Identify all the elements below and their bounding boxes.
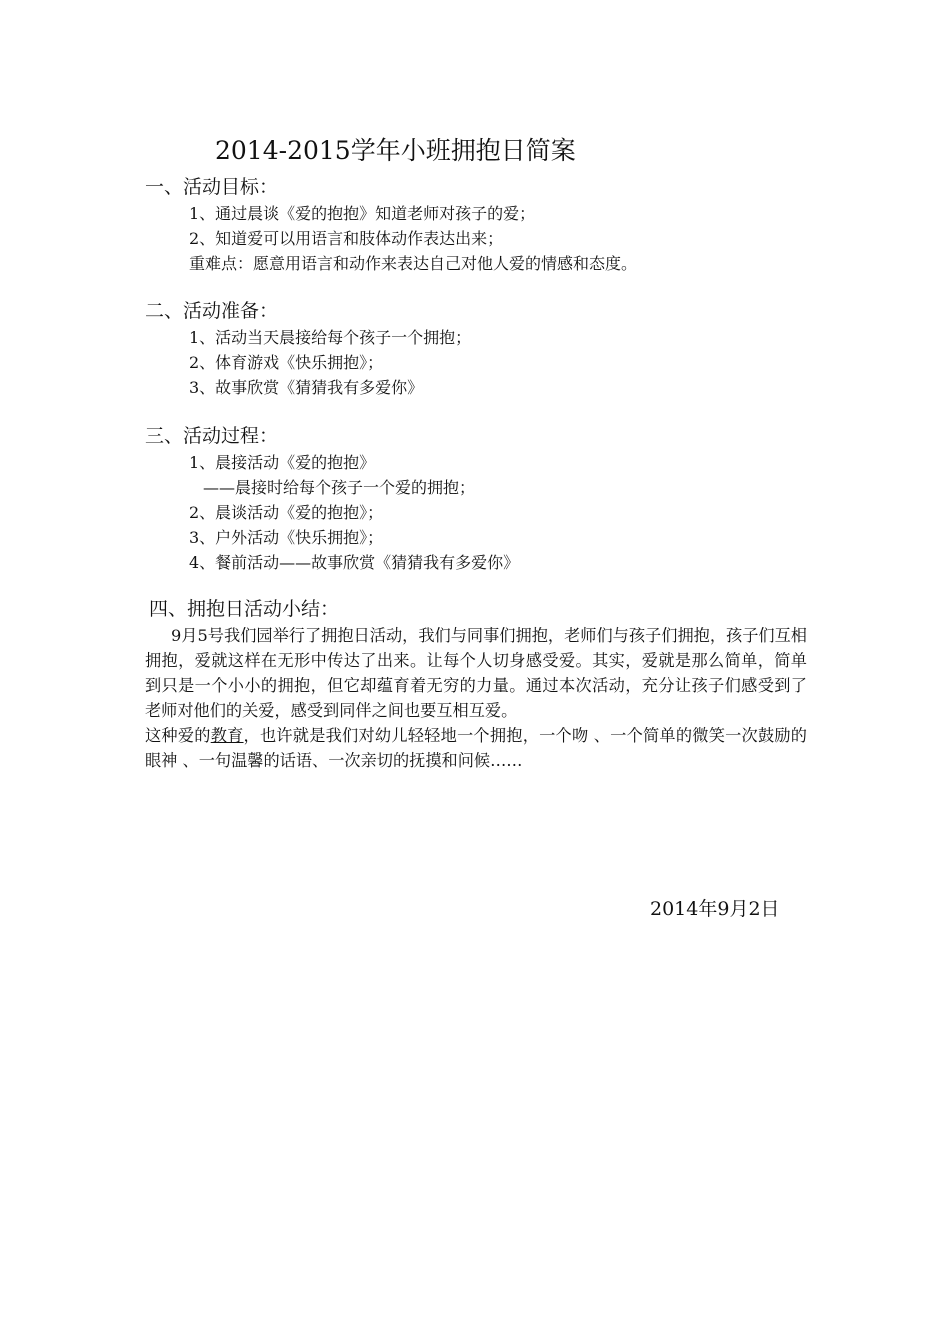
- list-item: 2、体育游戏《快乐拥抱》；: [189, 353, 384, 372]
- list-item: 2、晨谈活动《爱的抱抱》；: [189, 503, 384, 522]
- document-title: 2014-2015学年小班拥抱日简案: [215, 136, 576, 165]
- section-activity-process: [145, 423, 825, 575]
- list-item: 4、餐前活动——故事欣赏《猜猜我有多爱你》: [189, 553, 520, 572]
- list-item: ——晨接时给每个孩子一个爱的拥抱；: [203, 478, 476, 497]
- list-item: 2、知道爱可以用语言和肢体动作表达出来；: [189, 229, 504, 248]
- list-item: 3、户外活动《快乐拥抱》；: [189, 528, 384, 547]
- section-heading: 四、拥抱日活动小结：: [149, 598, 340, 620]
- section-activity-goals: [145, 174, 825, 276]
- section-heading: 一、活动目标：: [145, 176, 279, 198]
- list-item: 3、故事欣赏《猜猜我有多爱你》: [189, 378, 424, 397]
- summary-text: 这种爱的: [145, 726, 211, 745]
- section-activity-preparation: [145, 298, 825, 400]
- section-heading: 三、活动过程：: [145, 425, 279, 447]
- list-item: 1、晨接活动《爱的抱抱》: [189, 453, 376, 472]
- section-activity-summary: [145, 596, 825, 773]
- summary-text: ，也许就是我们对幼儿轻轻地一个拥抱，一个吻 、一个简单的微笑一次鼓励的眼神 、一句温馨的话语、一次亲切的抚摸和问候……: [145, 726, 807, 770]
- education-link[interactable]: 教育: [210, 726, 244, 745]
- document-date: 2014年9月2日: [650, 898, 780, 920]
- list-item: 重难点：愿意用语言和动作来表达自己对他人爱的情感和态度。: [189, 254, 638, 273]
- summary-paragraph: 9月5号我们园举行了拥抱日活动，我们与同事们拥抱，老师们与孩子们拥抱，孩子们互相拥抱，爱就这样在无形中传达了出来。让每个人切身感受爱。其实，爱就是那么简单，简单到只是一个小小的拥抱，但它却蕴育着无穷的力量。通过本次活动，充分让孩子们感受到了老师对他们的关爱，感受到同伴之间也要互相互爱。: [145, 626, 807, 720]
- section-heading: 二、活动准备：: [145, 300, 279, 322]
- summary-paragraph-2: [145, 723, 807, 773]
- list-item: 1、通过晨谈《爱的抱抱》知道老师对孩子的爱；: [189, 204, 536, 223]
- list-item: 1、活动当天晨接给每个孩子一个拥抱；: [189, 328, 472, 347]
